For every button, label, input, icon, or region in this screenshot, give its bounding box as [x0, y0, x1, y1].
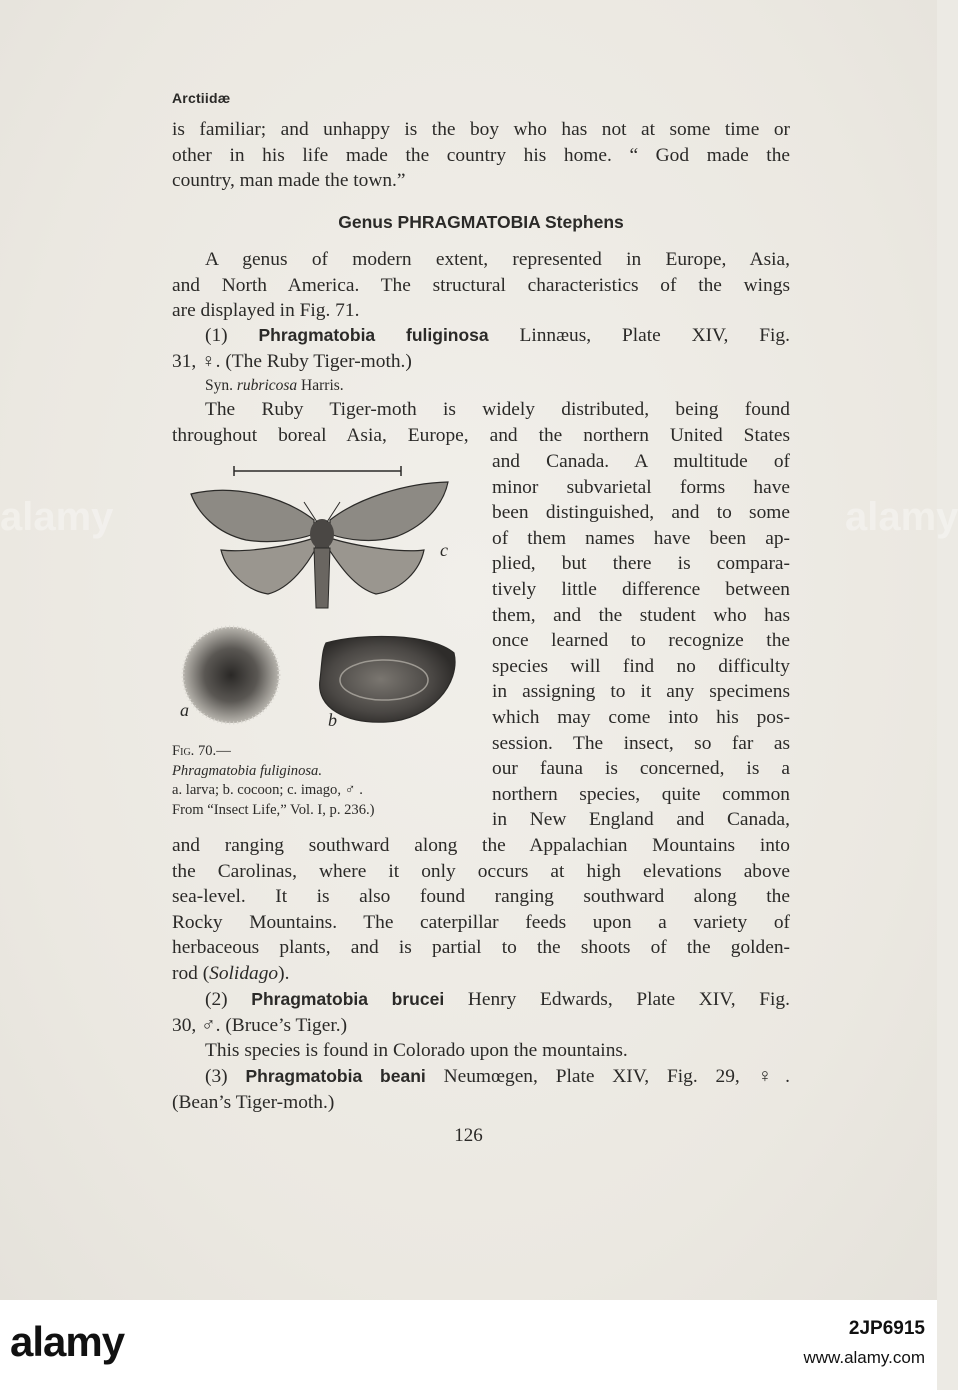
species-2-entry	[172, 987, 790, 1064]
text-line: herbaceous plants, and is partial to the shoots of the golden-	[172, 937, 790, 959]
text-line: the Carolinas, where it only occurs at high elevations above	[172, 860, 790, 882]
species-2-name: Phragmatobia brucei	[251, 989, 445, 1009]
species-3-reference: Neumœgen, Plate XIV, Fig. 29, ♀.	[443, 1066, 790, 1087]
italic-solidago: Solidago	[209, 962, 279, 984]
text-line: in New England and Canada,	[492, 809, 790, 831]
species-1-common-name: 31, ♀. (The Ruby Tiger-moth.)	[172, 350, 412, 372]
text-line	[172, 1064, 790, 1090]
text-line	[172, 987, 790, 1013]
species-1-name: Phragmatobia fuliginosa	[258, 325, 489, 345]
text-line: once learned to recognize the	[492, 630, 790, 652]
figure-label-b: b	[328, 710, 337, 730]
caption-line: From “Insect Life,” Vol. I, p. 236.)	[172, 801, 375, 818]
text-line: species will find no difficulty	[492, 655, 790, 677]
genus-heading: Genus PHRAGMATOBIA Stephens	[338, 212, 624, 232]
species-2-note: This species is found in Colorado upon the mountains.	[205, 1040, 628, 1062]
wrapped-column	[492, 449, 790, 833]
species-3-number: (3)	[205, 1066, 228, 1087]
species-3-common-name: (Bean’s Tiger-moth.)	[172, 1091, 335, 1113]
caption-fig-number: Fig. 70.—	[172, 743, 231, 759]
ruby-tiger-paragraph-start	[172, 397, 790, 448]
figure-caption	[172, 742, 484, 820]
species-3-entry	[172, 1064, 790, 1115]
text-line: them, and the student who has	[492, 604, 790, 626]
caption-line: a. larva; b. cocoon; c. imago, ♂ .	[172, 782, 363, 799]
figure-illustration	[176, 458, 476, 748]
text-line: Rocky Mountains. The caterpillar feeds upon a variety of	[172, 911, 790, 933]
text-line: The Ruby Tiger-moth is widely distributed, being found	[205, 399, 790, 420]
moth-imago-drawing	[191, 482, 448, 608]
text-line: country, man made the town.”	[172, 170, 406, 192]
text-line: our fauna is concerned, is a	[492, 758, 790, 780]
figure-label-a: a	[180, 700, 189, 720]
larva-drawing	[183, 627, 279, 723]
text-line: and North America. The structural characteristics of the wings	[172, 274, 790, 296]
text-line: in assigning to it any specimens	[492, 681, 790, 703]
text-line: sea-level. It is also found ranging southward along the	[172, 886, 790, 908]
text-line: tively little difference between	[492, 578, 790, 600]
figure-label-c: c	[440, 540, 448, 560]
watermark-ghost-right: alamy	[845, 495, 958, 539]
ruby-tiger-paragraph-end	[172, 833, 790, 987]
watermark-ghost-left: alamy	[0, 495, 114, 539]
text-line: A genus of modern extent, represented in Europe, Asia,	[205, 249, 790, 270]
cocoon-drawing	[320, 636, 455, 722]
genus-paragraph	[172, 247, 790, 324]
text-line	[172, 961, 790, 987]
text-line: throughout boreal Asia, Europe, and the northern United States	[172, 424, 790, 446]
text-line: which may come into his pos-	[492, 706, 790, 728]
species-3-name: Phragmatobia beani	[245, 1066, 426, 1086]
text-line: plied, but there is compara-	[492, 553, 790, 575]
stock-watermark-bar	[0, 1300, 937, 1390]
text-line: and Canada. A multitude of	[492, 451, 790, 472]
stock-url: www.alamy.com	[803, 1348, 925, 1367]
text-line: been distinguished, and to some	[492, 502, 790, 524]
stock-image-id: 2JP6915	[848, 1318, 925, 1339]
synonym-prefix: Syn.	[205, 377, 233, 394]
text-fragment: rod (	[172, 962, 210, 984]
text-line: session. The insect, so far as	[492, 732, 790, 754]
text-line	[172, 323, 790, 349]
species-2-number: (2)	[205, 989, 228, 1010]
text-line: of them names have been ap-	[492, 527, 790, 549]
text-line: are displayed in Fig. 71.	[172, 300, 360, 322]
page-number: 126	[454, 1125, 483, 1146]
figure-70	[176, 458, 476, 748]
synonym-line	[205, 377, 344, 395]
text-line: is familiar; and unhappy is the boy who has not at some time or	[172, 119, 790, 140]
caption-line	[172, 742, 484, 781]
synonym-author: Harris.	[301, 377, 344, 394]
running-head: Arctiidæ	[172, 90, 231, 106]
alamy-logo: alamy	[10, 1318, 125, 1365]
species-1-number: (1)	[205, 325, 228, 346]
caption-title: Phragmatobia fuliginosa.	[172, 762, 322, 779]
opening-paragraph	[172, 117, 790, 194]
text-line: minor subvarietal forms have	[492, 476, 790, 498]
species-1-reference: Linnæus, Plate XIV, Fig.	[519, 325, 790, 346]
text-line: northern species, quite common	[492, 783, 790, 805]
text-fragment: ).	[278, 962, 290, 984]
text-line: and ranging southward along the Appalachian Mountains into	[172, 835, 790, 856]
text-line: other in his life made the country his home. “ God made the	[172, 144, 790, 166]
synonym-name: rubricosa	[236, 377, 298, 394]
species-2-reference: Henry Edwards, Plate XIV, Fig.	[467, 989, 790, 1010]
species-2-common-name: 30, ♂. (Bruce’s Tiger.)	[172, 1014, 348, 1036]
species-1-entry	[172, 323, 790, 374]
